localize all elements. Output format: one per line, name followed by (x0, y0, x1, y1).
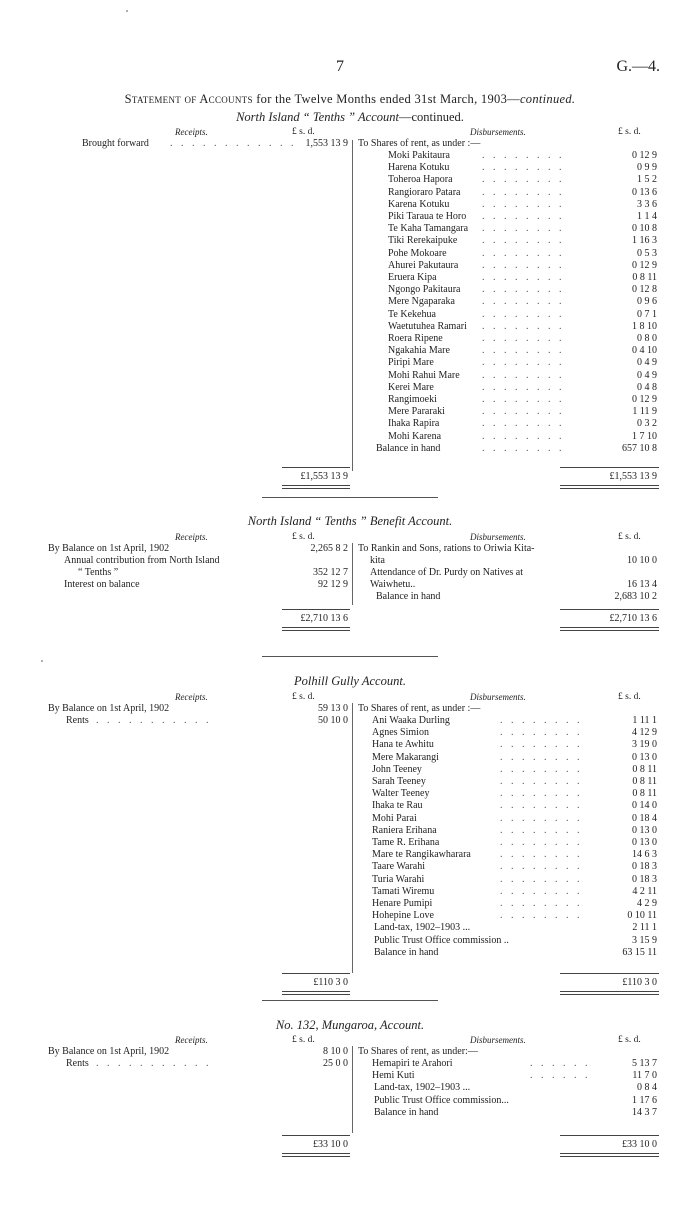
disbursement-label: Henare Pumipi (372, 898, 433, 909)
receipt-label: Interest on balance (64, 579, 140, 590)
section-divider (262, 1000, 438, 1001)
disbursement-label: Land-tax, 1902–1903 ... (374, 922, 471, 934)
disbursement-label: Rangimoeki (388, 394, 437, 405)
leader-dots: . . . . . . . . (500, 715, 583, 726)
disbursement-label: Piki Taraua te Horo (388, 211, 467, 222)
lsd-heading: £ s. d. (292, 127, 315, 137)
disbursements-total: £1,553 13 9 (609, 470, 657, 482)
disbursement-label: Piripi Mare (388, 357, 434, 369)
leader-dots: . . . . . . . . (500, 800, 583, 812)
leader-dots: . . . . . . . . (500, 837, 583, 848)
disbursement-amount: 5 13 7 (632, 1058, 657, 1069)
disbursement-label: Mohi Karena (388, 430, 442, 442)
disbursement-amount: 63 15 11 (622, 946, 657, 958)
total-double-rule-left (282, 1153, 350, 1157)
scan-mark (126, 10, 128, 12)
disbursement-amount: 0 5 3 (637, 247, 657, 259)
leader-dots: . . . . . . . . (500, 812, 583, 824)
disbursement-amount: 0 8 11 (632, 788, 657, 800)
disbursement-label: Mere Makarangi (372, 751, 439, 763)
disbursement-amount: 1 1 4 (637, 211, 657, 222)
section-divider (262, 497, 438, 498)
leader-dots: . . . . . . . . (482, 394, 565, 405)
leader-dots: . . . . . . . . (482, 235, 565, 247)
disbursement-label: Ani Waaka Durling (372, 715, 450, 726)
disbursement-label: Mohi Parai (372, 812, 417, 824)
disbursement-label: Ngongo Pakitaura (388, 284, 461, 296)
leader-dots: . . . . . . . . (500, 788, 583, 800)
disbursement-label: Public Trust Office commission... (374, 1094, 509, 1106)
disbursements-heading: Disbursements. (470, 127, 526, 137)
leader-dots: . . . . . . . . (500, 727, 583, 739)
disbursement-amount: 1 16 3 (632, 235, 657, 247)
disbursement-label: Balance in hand (376, 591, 441, 602)
page-header (0, 58, 700, 78)
disbursement-label: Mare te Rangikawharara (372, 849, 471, 861)
leader-dots: . . . . . . . . (500, 898, 583, 909)
leader-dots: . . . . . . . . (482, 369, 565, 381)
disbursement-amount: 4 2 9 (637, 898, 657, 909)
disbursement-amount: 0 12 8 (632, 284, 657, 296)
leader-dots: . . . . . . . . (500, 885, 583, 897)
disbursement-amount: 2,683 10 2 (614, 591, 657, 602)
receipt-label: By Balance on 1st April, 1902 (48, 703, 170, 714)
lsd-heading: £ s. d. (292, 532, 315, 542)
leader-dots: . . . . . . (530, 1058, 591, 1069)
disbursement-amount: 0 13 0 (632, 837, 657, 848)
leader-dots: . . . . . . . . (482, 333, 565, 344)
disbursement-label: Waetutuhea Ramari (388, 320, 467, 332)
disbursement-amount: 0 7 1 (637, 308, 657, 320)
column-divider (352, 140, 353, 471)
leader-dots: . . . . . . . . (482, 345, 565, 357)
leader-dots: . . . . . . . . (482, 418, 565, 430)
leader-dots: . . . . . . . . (482, 430, 565, 442)
receipts-heading: Receipts. (175, 532, 208, 542)
disbursement-amount: 3 15 9 (632, 934, 657, 946)
total-double-rule-right (560, 485, 659, 489)
receipts-heading: Receipts. (175, 127, 208, 137)
total-double-rule-right (560, 627, 659, 631)
receipt-label: “ Tenths ” (78, 567, 119, 578)
leader-dots: . . . . . . . . (500, 910, 583, 922)
lsd-heading: £ s. d. (618, 127, 641, 137)
section-divider (262, 656, 438, 657)
disbursement-label: Agnes Simion (372, 727, 429, 739)
disbursement-label: Mere Pararaki (388, 406, 445, 418)
leader-dots: . . . . . . . . (482, 381, 565, 393)
disbursement-label: Ihaka Rapira (388, 418, 440, 430)
receipt-label: By Balance on 1st April, 1902 (48, 1046, 170, 1057)
leader-dots: . . . . . . . . (482, 150, 565, 161)
leader-dots: . . . . . . . . (500, 849, 583, 861)
total-double-rule-left (282, 485, 350, 489)
disbursement-amount: 0 4 9 (637, 357, 657, 369)
leader-dots: . . . . . . . . (482, 186, 565, 198)
disbursement-label: Mohi Rahui Mare (388, 369, 460, 381)
disbursement-label: Ngakahia Mare (388, 345, 450, 357)
disbursement-amount: 4 2 11 (632, 885, 657, 897)
leader-dots: . . . . . . . . (482, 308, 565, 320)
leader-dots: . . . . . . . . . . . . (170, 138, 297, 149)
leader-dots: . . . . . . . . (482, 442, 565, 454)
leader-dots: . . . . . . . . (500, 751, 583, 763)
disbursement-amount: 14 6 3 (632, 849, 657, 861)
disbursement-label: Taare Warahi (372, 861, 425, 873)
receipts-total: £2,710 13 6 (300, 613, 348, 624)
disbursement-heading: To Shares of rent, as under :— (358, 703, 481, 714)
disbursement-label: Attendance of Dr. Purdy on Natives at (370, 567, 524, 578)
leader-dots: . . . . . . . . (482, 296, 565, 308)
leader-dots: . . . . . . (530, 1070, 591, 1082)
disbursement-label: Public Trust Office commission .. (374, 934, 509, 946)
leader-dots: . . . . . . . . (500, 763, 583, 775)
total-double-rule-right (560, 991, 659, 995)
disbursements-total: £2,710 13 6 (609, 613, 657, 624)
disbursement-label: Karena Kotuku (388, 198, 450, 210)
disbursement-amount: 0 8 4 (637, 1082, 657, 1094)
lsd-heading: £ s. d. (292, 1035, 315, 1045)
total-double-rule-left (282, 991, 350, 995)
disbursement-label: Harena Kotuku (388, 162, 450, 174)
receipts-total: £33 10 0 (313, 1139, 348, 1150)
lsd-heading: £ s. d. (618, 1035, 641, 1045)
disbursement-label: Hemapiri te Arahori (372, 1058, 453, 1069)
disbursement-amount: 11 7 0 (632, 1070, 657, 1082)
disbursement-amount: 0 18 3 (632, 873, 657, 885)
disbursement-amount: 1 11 9 (632, 406, 657, 418)
disbursement-amount: 0 12 9 (632, 259, 657, 271)
disbursement-heading: To Shares of rent, as under :— (358, 138, 481, 149)
disbursement-amount: 10 10 0 (627, 555, 657, 566)
disbursement-label: Te Kaha Tamangara (388, 223, 469, 235)
disbursement-amount: 0 3 2 (637, 418, 657, 430)
leader-dots: . . . . . . . . (500, 824, 583, 836)
disbursement-amount: 0 14 0 (632, 800, 657, 812)
disbursement-amount: 0 9 9 (637, 162, 657, 174)
disbursement-label: Turia Warahi (372, 873, 425, 885)
lsd-heading: £ s. d. (618, 692, 641, 702)
leader-dots: . . . . . . . . (482, 211, 565, 222)
total-rule-right (560, 973, 659, 974)
disbursement-heading: To Shares of rent, as under:— (358, 1046, 478, 1057)
disbursement-label: Tamati Wiremu (372, 885, 435, 897)
disbursement-label: Rangioraro Patara (388, 186, 461, 198)
leader-dots: . . . . . . . . (500, 861, 583, 873)
disbursement-label: Pohe Mokoare (388, 247, 447, 259)
total-double-rule-left (282, 627, 350, 631)
total-rule-right (560, 609, 659, 610)
receipt-amount: 25 0 0 (323, 1058, 348, 1069)
disbursement-label: Balance in hand (374, 946, 439, 958)
statement-text: for the Twelve Months ended 31st March, 1903— (252, 92, 520, 106)
disbursement-amount: 0 8 0 (637, 333, 657, 344)
leader-dots: . . . . . . . . (500, 776, 583, 787)
disbursement-amount: 2 11 1 (632, 922, 657, 934)
disbursement-label: Balance in hand (374, 1106, 439, 1118)
leader-dots: . . . . . . . . (482, 247, 565, 259)
disbursement-amount: 0 4 10 (632, 345, 657, 357)
statement-title (0, 92, 700, 107)
disbursement-amount: 1 7 10 (632, 430, 657, 442)
disbursement-amount: 0 13 6 (632, 186, 657, 198)
total-rule-left (282, 1135, 350, 1136)
receipt-amount: 92 12 9 (318, 579, 348, 590)
disbursement-amount: 1 17 6 (632, 1094, 657, 1106)
disbursement-label: Roera Ripene (388, 333, 443, 344)
disbursement-amount: 0 4 9 (637, 369, 657, 381)
disbursement-label: To Rankin and Sons, rations to Oriwia Kita- (358, 543, 535, 554)
disbursements-heading: Disbursements. (470, 532, 526, 542)
disbursement-amount: 1 8 10 (632, 320, 657, 332)
disbursement-label: Moki Pakitaura (388, 150, 450, 161)
leader-dots: . . . . . . . . (500, 873, 583, 885)
sec1-title-main: North Island “ Tenths ” Account (236, 110, 399, 124)
lsd-heading: £ s. d. (292, 692, 315, 702)
disbursement-amount: 0 10 8 (632, 223, 657, 235)
sec1-title-suffix: —continued. (398, 110, 464, 124)
disbursement-label: Tame R. Erihana (372, 837, 440, 848)
receipt-label: Annual contribution from North Island (64, 555, 220, 566)
total-double-rule-right (560, 1153, 659, 1157)
sec4-title: No. 132, Mungaroa, Account. (275, 1018, 425, 1032)
total-rule-left (282, 973, 350, 974)
disbursement-label: Tiki Rerekaipuke (388, 235, 458, 247)
total-rule-left (282, 609, 350, 610)
disbursement-label: Eruera Kipa (388, 272, 437, 283)
receipt-label: Rents (66, 1058, 89, 1069)
disbursement-label: Waiwhetu.. (370, 579, 416, 590)
disbursement-label: Hohepine Love (372, 910, 434, 922)
leader-dots: . . . . . . . . . . . (96, 1058, 212, 1069)
disbursement-amount: 0 18 4 (632, 812, 657, 824)
sec3-title: Polhill Gully Account. (294, 674, 406, 688)
disbursement-label: Balance in hand (376, 442, 441, 454)
disbursement-amount: 1 11 1 (632, 715, 657, 726)
total-rule-left (282, 467, 350, 468)
disbursement-label: Land-tax, 1902–1903 ... (374, 1082, 471, 1094)
document-reference: G.—4. (616, 58, 660, 75)
receipts-heading: Receipts. (175, 1035, 208, 1045)
disbursement-amount: 4 12 9 (632, 727, 657, 739)
disbursement-amount: 0 12 9 (632, 150, 657, 161)
disbursement-label: Walter Teeney (372, 788, 430, 800)
receipt-amount: 59 13 0 (318, 703, 348, 714)
disbursement-label: Sarah Teeney (372, 776, 426, 787)
disbursement-amount: 0 12 9 (632, 394, 657, 405)
sec1-title (0, 110, 700, 125)
receipt-amount: 50 10 0 (318, 715, 348, 726)
disbursement-amount: 1 5 2 (637, 174, 657, 186)
page-number: 7 (336, 58, 344, 75)
leader-dots: . . . . . . . . (482, 259, 565, 271)
disbursement-label: Ahurei Pakutaura (388, 259, 459, 271)
receipt-label: Rents (66, 715, 89, 726)
disbursement-amount: 0 18 3 (632, 861, 657, 873)
disbursement-label: Ihaka te Rau (372, 800, 423, 812)
column-divider (352, 1046, 353, 1133)
disbursement-label: John Teeney (372, 763, 422, 775)
disbursements-total: £33 10 0 (622, 1139, 657, 1150)
disbursement-amount: 657 10 8 (622, 442, 657, 454)
receipt-amount: 1,553 13 9 (305, 138, 348, 149)
disbursement-amount: 0 13 0 (632, 824, 657, 836)
leader-dots: . . . . . . . . (482, 174, 565, 186)
disbursements-heading: Disbursements. (470, 1035, 526, 1045)
leader-dots: . . . . . . . . (482, 284, 565, 296)
disbursement-label: Hemi Kuti (372, 1070, 415, 1082)
disbursement-amount: 3 3 6 (637, 198, 657, 210)
disbursement-label: Raniera Erihana (372, 824, 437, 836)
disbursements-total: £110 3 0 (622, 977, 657, 988)
leader-dots: . . . . . . . . (482, 198, 565, 210)
disbursement-amount: 3 19 0 (632, 739, 657, 751)
disbursement-amount: 0 9 6 (637, 296, 657, 308)
leader-dots: . . . . . . . . (482, 223, 565, 235)
leader-dots: . . . . . . . . (482, 162, 565, 174)
statement-continued: continued. (519, 92, 576, 106)
disbursement-label: kita (370, 555, 385, 566)
receipts-total: £1,553 13 9 (300, 470, 348, 482)
leader-dots: . . . . . . . . . . . (96, 715, 212, 726)
disbursement-label: Te Kekehua (388, 308, 436, 320)
total-rule-right (560, 467, 659, 468)
receipt-label: Brought forward (82, 138, 149, 149)
receipt-amount: 8 10 0 (323, 1046, 348, 1057)
sec2-title: North Island “ Tenths ” Benefit Account. (247, 514, 453, 528)
disbursement-amount: 0 8 11 (632, 776, 657, 787)
column-divider (352, 543, 353, 605)
disbursement-label: Hana te Awhitu (372, 739, 434, 751)
lsd-heading: £ s. d. (618, 532, 641, 542)
scan-mark (41, 660, 43, 662)
receipt-amount: 352 12 7 (313, 567, 348, 578)
disbursement-amount: 0 10 11 (627, 910, 657, 922)
leader-dots: . . . . . . . . (482, 272, 565, 283)
disbursement-label: Toheroa Hapora (388, 174, 453, 186)
receipts-total: £110 3 0 (313, 977, 348, 988)
total-rule-right (560, 1135, 659, 1136)
leader-dots: . . . . . . . . (482, 357, 565, 369)
disbursement-amount: 14 3 7 (632, 1106, 657, 1118)
disbursement-amount: 16 13 4 (627, 579, 657, 590)
receipt-amount: 2,265 8 2 (310, 543, 348, 554)
disbursement-amount: 0 4 8 (637, 381, 657, 393)
column-divider (352, 703, 353, 973)
disbursement-amount: 0 8 11 (632, 763, 657, 775)
disbursement-label: Mere Ngaparaka (388, 296, 455, 308)
disbursement-amount: 0 8 11 (632, 272, 657, 283)
disbursement-amount: 0 13 0 (632, 751, 657, 763)
disbursements-heading: Disbursements. (470, 692, 526, 702)
receipt-label: By Balance on 1st April, 1902 (48, 543, 170, 554)
leader-dots: . . . . . . . . (482, 320, 565, 332)
receipts-heading: Receipts. (175, 692, 208, 702)
statement-prefix: Statement of Accounts (124, 92, 253, 106)
leader-dots: . . . . . . . . (500, 739, 583, 751)
disbursement-label: Kerei Mare (388, 381, 434, 393)
leader-dots: . . . . . . . . (482, 406, 565, 418)
